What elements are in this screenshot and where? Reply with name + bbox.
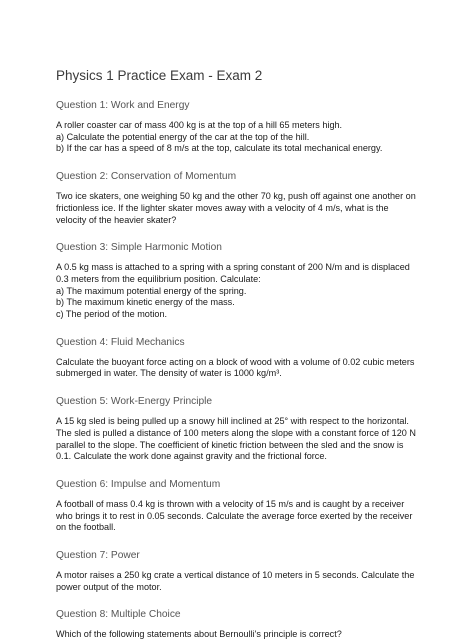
question-line: Calculate the buoyant force acting on a block of wood with a volume of 0.02 cubic meters submerged in water. The density of water is 1000 kg/m³. xyxy=(56,356,415,379)
question-line: A 0.5 kg mass is attached to a spring with a spring constant of 200 N/m and is displaced 0.3 meters from the equilibrium position. Calculate: xyxy=(56,262,410,284)
question-4 xyxy=(56,336,434,380)
question-line: Which of the following statements about Bernoulli's principle is correct? xyxy=(56,629,342,640)
question-3 xyxy=(56,241,434,321)
question-text xyxy=(56,191,434,226)
question-heading: Question 1: Work and Energy xyxy=(56,100,190,111)
question-8 xyxy=(56,608,434,641)
question-text xyxy=(56,416,434,463)
question-heading: Question 4: Fluid Mechanics xyxy=(56,336,185,348)
question-line: c) The period of the motion. xyxy=(56,309,168,320)
question-line: b) If the car has a speed of 8 m/s at the top, calculate its total mechanical energy. xyxy=(56,143,383,154)
question-text xyxy=(56,499,434,534)
question-text xyxy=(56,357,434,380)
question-5 xyxy=(56,395,434,463)
question-heading: Question 7: Power xyxy=(56,550,140,562)
question-line: a) The maximum potential energy of the spring. xyxy=(56,285,247,296)
question-line: b) The maximum kinetic energy of the mass. xyxy=(56,297,235,308)
question-line: A football of mass 0.4 kg is thrown with a velocity of 15 m/s and is caught by a receiver who brings it to rest in 0.05 seconds. Calculate the average force exerted by the receiver on the football. xyxy=(56,498,413,533)
question-heading: Question 5: Work-Energy Principle xyxy=(56,396,213,408)
document-title: Physics 1 Practice Exam - Exam 2 xyxy=(56,68,263,83)
question-line: A roller coaster car of mass 400 kg is at the top of a hill 65 meters high. xyxy=(56,120,343,130)
question-text xyxy=(56,570,434,593)
question-7 xyxy=(56,549,434,593)
question-text xyxy=(56,629,434,641)
question-line: A 15 kg sled is being pulled up a snowy hill inclined at 25° with respect to the horizontal. The sled is pulled a distance of 100 meters along the slope with a constant force of 120 N parallel to the slope. The coefficient of kinetic friction between the sled and the snow is 0.1. Calculate the work done against gravity and the frictional force. xyxy=(56,416,416,462)
question-heading: Question 6: Impulse and Momentum xyxy=(56,478,221,490)
question-heading: Question 8: Multiple Choice xyxy=(56,609,181,621)
question-text xyxy=(56,120,434,155)
question-2 xyxy=(56,170,434,226)
question-line: Two ice skaters, one weighing 50 kg and the other 70 kg, push off against one another on frictionless ice. If the lighter skater moves away with a velocity of 4 m/s, what is the velocity of the heavier skater? xyxy=(56,191,416,225)
question-line: A motor raises a 250 kg crate a vertical distance of 10 meters in 5 seconds. Calculate the power output of the motor. xyxy=(56,570,415,592)
question-text xyxy=(56,262,434,321)
question-1 xyxy=(56,99,434,155)
question-line: a) Calculate the potential energy of the car at the top of the hill. xyxy=(56,131,310,142)
question-6 xyxy=(56,478,434,534)
question-heading: Question 3: Simple Harmonic Motion xyxy=(56,242,222,254)
question-heading: Question 2: Conservation of Momentum xyxy=(56,171,237,183)
